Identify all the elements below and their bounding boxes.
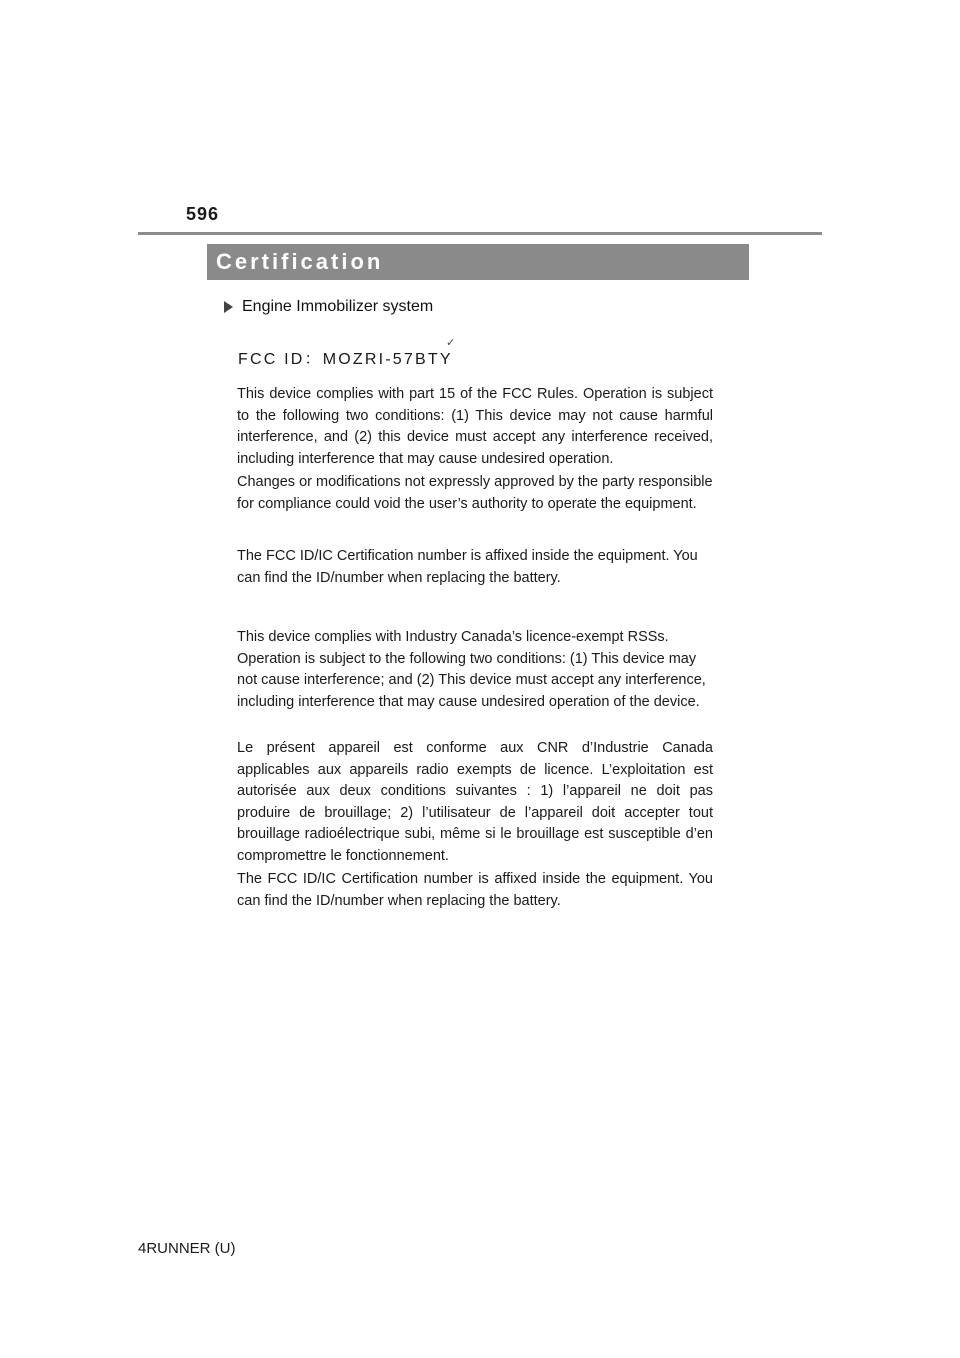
header-rule xyxy=(138,232,822,235)
certificate-paragraph: The FCC ID/IC Certification number is affixed inside the equipment. You can find the ID/number when replacing the battery. xyxy=(237,548,698,586)
section-title: Certification xyxy=(216,249,384,274)
page-number: 596 xyxy=(186,204,220,224)
certificate-paragraph: Changes or modifications not expressly approved by the party responsible for compliance could void the user’s authority to operate the equipment. xyxy=(237,474,713,512)
check-mark-icon: ✓ xyxy=(446,337,456,349)
certificate-paragraph: This device complies with part 15 of the FCC Rules. Operation is subject to the following two conditions: (1) This device may not cause harmful interference, and (2) this device must accept any interference received, including interference that may cause undesired operation. xyxy=(237,386,713,467)
certificate-paragraph: Le présent appareil est conforme aux CNR d’Industrie Canada applicables aux appareils radio exempts de licence. L’exploitation est autorisée aux deux conditions suivantes : 1) l’appareil ne doit pas produire de brouillage; 2) l’utilisateur de l’appareil doit accepter tout brouillage radioélectrique subi, même si le brouillage est susceptible d’en compromettre le fonctionnement. xyxy=(237,740,713,864)
page-footer: 4RUNNER (U) xyxy=(138,1240,236,1257)
section-header-bar xyxy=(207,244,749,280)
subsection-title: Engine Immobilizer system xyxy=(242,298,434,315)
certificate-paragraph: The FCC ID/IC Certification number is affixed inside the equipment. You can find the ID/number when replacing the battery. xyxy=(237,871,713,909)
certificate-paragraph: This device complies with Industry Canada’s licence-exempt RSSs. Operation is subject to the following two conditions: (1) This device may not cause interference; and (2) This device must accept any interference, including interference that may cause undesired operation of the device. xyxy=(237,629,706,710)
right-triangle-icon xyxy=(224,301,233,313)
subsection-heading xyxy=(224,298,433,316)
fcc-id-label: FCC ID：MOZRI-57BTY xyxy=(238,351,453,368)
